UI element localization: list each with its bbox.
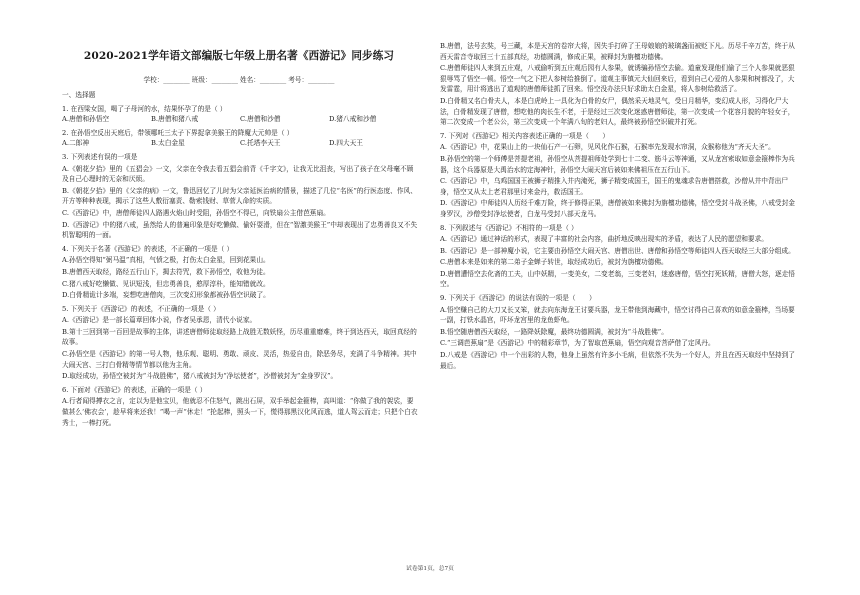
question-stem: 6. 下面对《西游记》的表述，正确的一项是（ ） [62, 385, 207, 394]
answer-option: B.第十三回到第一百回是故事的主体，讲述唐僧师徒取经路上战胜无数妖怪，历尽重重磨难，终于到达西天，取回真经的故事。 [62, 327, 417, 347]
question-stem: 5. 下列关于《西游记》的表述，不正确的一项是（ ） [62, 304, 220, 313]
answer-option: D.取经成功，孙悟空被封为“斗战胜佛”，猪八戒被封为“净坛使者”，沙僧被封为“金身罗汉”。 [62, 372, 338, 381]
answer-option: C.托塔李天王 [240, 139, 281, 148]
question-stem: 4. 下列关于名著《西游记》的表述，不正确的一项是（ ） [62, 244, 234, 253]
answer-option: D.八戒是《西游记》中一个出彩的人物，他身上虽然有许多小毛病，但依然不失为一个好人，并且在西天取经中坚持到了最后。 [440, 351, 795, 370]
question-stem: 3. 下列表述有误的一项是 [62, 152, 138, 161]
question-stem: 7. 下列对《西游记》相关内容表述正确的一项是（ ） [440, 131, 610, 140]
answer-option: B.唐僧和猪八戒 [151, 115, 199, 124]
answer-option: C.孙悟空是《西游记》的第一号人物，他乐观、聪明、勇敢、顽皮、灵活，热爱自由，除恶务尽，充满了斗争精神。其中大闹天宫、三打白骨精等情节都以他为主角。 [62, 350, 417, 369]
section-heading: 一、选择题 [62, 91, 96, 99]
answer-option: A.《西游记》通过神话的形式，表现了丰富的社会内容，曲折地反映出现实的矛盾，表达了人民的愿望和要求。 [440, 235, 768, 244]
answer-option: A.唐僧和孙悟空 [62, 115, 110, 124]
answer-option: C.唐僧师徒四人来到五庄观，八戒偷听到五庄观后园有人参果，就诱骗孙悟空去偷。道童发现他们偷了三个人参果就恶狠狠辱骂了悟空一顿。悟空一气之下把人参树给推倒了。道观主事镇元大仙回来后，看到自己心爱的人参果和树都没了，大发雷霆，用计将逃出了道观的唐僧师徒抓了回来。悟空没办法只好求助太白金星，将人参树给救活了。 [440, 64, 795, 94]
question-stem: 1. 在西梁女国，喝了子母河的水，结果怀孕了的是（ ） [62, 104, 227, 113]
option-row [62, 138, 418, 149]
answer-option: A.二郎神 [62, 139, 90, 148]
answer-option: B.《朝花夕拾》里的《父亲的病》一文，鲁迅回忆了儿时为父亲延医治病的情景，描述了几位“名医”的行医态度、作风、开方等种种表现，揭示了这些人敷衍塞责、勒索钱财、草菅人命的实质。 [62, 186, 417, 206]
answer-option: A.《朝花夕拾》里的《五猖会》一文，父亲在令我去看五猖会前背《千字文》，让我无比沮丧，写出了孩子在父母毫不顾及自己心理时的无奈和厌烦。 [62, 164, 414, 184]
answer-option: D.唐僧遭悟空去化斋的工夫，山中妖精，一变美女，二变老翁，三变老妇，迷惑唐僧，悟空打死妖精，唐僧大怒，逐走悟空。 [440, 269, 795, 289]
answer-option: D.猪八戒和沙僧 [329, 115, 377, 124]
answer-option: D.白骨精诡计多端，妄想吃唐僧肉，三次变幻形象都被孙悟空识破了。 [62, 291, 270, 300]
question-stem: 2. 在孙悟空反出天庭后，带领哪吒三太子下界捉拿美猴王的降魔大元帅是（ ） [62, 128, 294, 137]
answer-option: D.《西游记》中的猪八戒，虽然给人的普遍印象是好吃懒做、偷奸耍滑，但在“智激美猴王”中却表现出了忠勇善良又不失机智聪明的一面。 [62, 220, 418, 240]
answer-option: B.太白金星 [151, 139, 185, 148]
question-stem: 9. 下列关于《西游记》的说法有误的一项是（ ） [440, 294, 596, 303]
answer-option: D.白骨精又名白骨夫人，本是白虎岭上一具化为白骨的女尸，偶然采天地灵气，受日月精华，变幻成人形，习得化尸大法，白骨精发现了唐僧，想吃他的肉长生不老，于是经过三次变化迷惑唐僧师徒，第一次变成一个花容月貌的年轻女子，第二次变成一个老公公，第三次变成一个年满八旬的老妇人，最终被孙悟空识破并打死。 [440, 96, 795, 127]
question-stem: 8. 下列叙述与《西游记》不相符的一项是（ ） [440, 223, 578, 232]
answer-option: C.《西游记》中，唐僧师徒四人路遇火焰山时受阻，孙悟空不得已，向铁扇公主借芭蕉扇。 [62, 208, 330, 217]
answer-option: A.《西游记》是一部长篇章回体小说，作者吴承恩，清代小说家。 [62, 316, 257, 325]
option-row [62, 114, 418, 125]
answer-option: C.唐僧本来是如来的第二弟子金蝉子转世，取经成功后，被封为旃檀功德佛。 [440, 258, 668, 267]
answer-option: C.唐僧和沙僧 [240, 115, 281, 124]
answer-option: B.《西游记》是一部神魔小说，它主要由孙悟空大闹天宫、唐僧出世、唐僧和孙悟空等师徒四人西天取经三大部分组成。 [440, 246, 795, 255]
answer-option: A.孙悟空得知“弼马温”真相，气愤之极，打伤太白金星，回到花果山。 [62, 256, 270, 265]
answer-option: C.《西游记》中，乌鸡国国王被狮子精推入井内淹死，狮子精变成国王，国王的鬼魂求告唐僧搭救，沙僧从井中背出尸身，悟空又从太上老君那里讨来金丹，救活国王。 [440, 177, 789, 196]
answer-option: C.猪八戒好吃懒做、见识短浅，但忠勇善良，憨厚淳朴，能知错就改。 [62, 279, 270, 288]
left-column [62, 90, 418, 428]
answer-option: C.“三调芭蕉扇”是《西游记》中的精彩章节，为了智取芭蕉扇，悟空向观音菩萨借了定风丹。 [440, 339, 715, 348]
answer-option: B.孙悟空的第一个师傅是菩提老祖，孙悟空从菩提祖师处学到七十二变、筋斗云等神通，又从龙宫索取如意金箍棒作为兵器，这个兵器原是大禹治水的定海神针，孙悟空大闹天宫后被如来佛祖压在五行山下。 [440, 154, 795, 174]
right-column [440, 40, 798, 371]
answer-option: D.《西游记》中师徒四人历经千难万险，终于修得正果，唐僧被如来佛封为旃檀功德佛，悟空受封斗战圣佛，八戒受封金身罗汉，沙僧受封净坛使者，白龙马受封八部天龙马。 [440, 199, 795, 218]
answer-option: A.《西游记》中，花果山上的一块仙石产一石卵，见风化作石猴，石猴率先发现水帘洞，众猴称他为“齐天大圣”。 [440, 143, 775, 152]
student-info-line: 学校：________ 班级：________ 姓名：________ 考号：________ [143, 76, 335, 84]
answer-option: A.悟空赚自己的大刀又长又笨，就去向东海龙王讨要兵器，龙王带他到海藏中，悟空讨得自己喜欢的如意金箍棒，当场要一副，打铁水晶宫，吓坏龙宫里的龙鱼虾龟。 [440, 305, 795, 325]
page-title: 2020-2021学年语文部编版七年级上册名著《西游记》同步练习 [83, 50, 395, 62]
answer-option: A.行者闻得搏衣之言，定以为是他宝贝，他就忍不住怒气，跳出石屏，双手举起金箍棒，高叫道：“你做了我的袈裟，要做甚么‘佛衣会’，趁早将来还我！”喝一声“休走！”抡起棒，照头一下，慌得那黑汉化风而逃，道人驾云而走；只把个白衣秀士，一棒打死。 [62, 397, 418, 427]
answer-option: D.四大天王 [329, 139, 363, 148]
answer-option: B.唐僧，法号玄奘，号三藏，本是天宫的卷帘大将，因失手打碎了王母娘娘的玻璃盏而被贬下凡。历尽千辛万苦，终于从西天雷音寺取回三十五部真经，功德圆满，修成正果，被释封为旃檀功德佛。 [440, 42, 795, 61]
page-footer: 试卷第1页，总7页 [406, 566, 454, 572]
answer-option: B.悟空随唐僧西天取经，一路降妖除魔，最终功德圆满，被封为“斗战胜佛”。 [440, 327, 668, 336]
answer-option: B.唐僧西天取经，路经五行山下，揭去符咒，救下孙悟空，收他为徒。 [62, 267, 270, 276]
